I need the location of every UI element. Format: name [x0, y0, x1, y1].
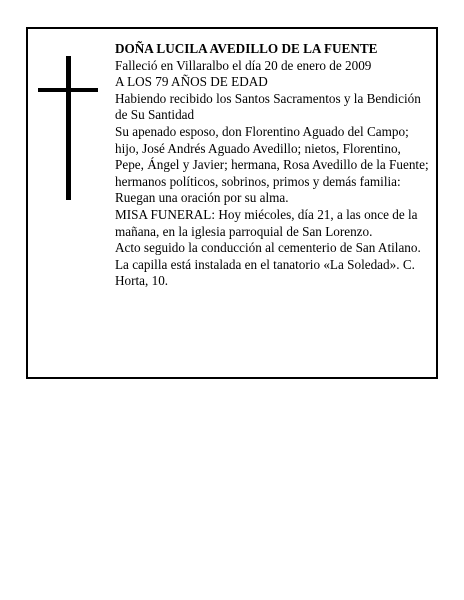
family-list: Su apenado esposo, don Florentino Aguado del Campo; hijo, José Andrés Aguado Avedillo; nietos, Florentino, Pepe, Ángel y Javier; hermana, Rosa Avedillo de la Fuente; hermanos políticos, sobrinos, primos y demás familia: — [115, 123, 429, 189]
cross-icon — [38, 56, 98, 200]
death-info: Falleció en Villaralbo el día 20 de enero de 2009 — [115, 57, 372, 73]
deceased-name: DOÑA LUCILA AVEDILLO DE LA FUENTE — [115, 41, 378, 56]
obituary-notice — [26, 27, 438, 379]
cross-vertical-bar — [66, 56, 71, 200]
funeral-mass-info: MISA FUNERAL: Hoy miécoles, día 21, a las once de la mañana, en la iglesia parroquial de San Lorenzo. — [115, 206, 418, 239]
chapel-info: La capilla está instalada en el tanatorio «La Soledad». C. Horta, 10. — [115, 256, 415, 289]
notice-body — [115, 41, 430, 290]
prayer-request: Ruegan una oración por su alma. — [115, 190, 289, 206]
cross-horizontal-bar — [38, 88, 98, 92]
sacraments-info: Habiendo recibido los Santos Sacramentos y la Bendición de Su Santidad — [115, 90, 421, 123]
age-info: A LOS 79 AÑOS DE EDAD — [115, 74, 268, 90]
burial-info: Acto seguido la conducción al cementerio de San Atilano. — [115, 240, 421, 256]
